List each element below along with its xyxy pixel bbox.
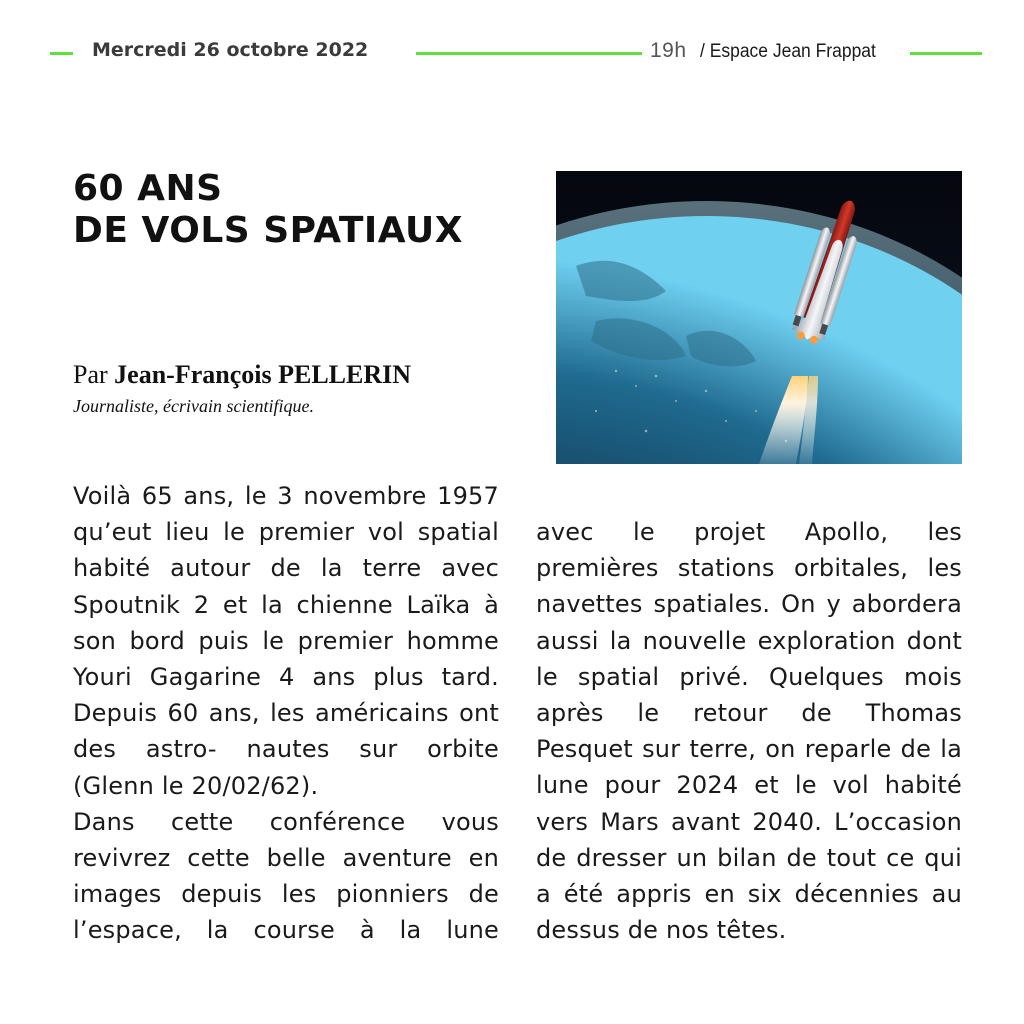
header-accent-line-middle — [416, 52, 642, 55]
author-name: Jean-François PELLERIN — [114, 360, 412, 389]
column-1-paragraph-1: Voilà 65 ans, le 3 novembre 1957 qu’eut lieu le premier vol spatial habité autour de la terre avec Spoutnik 2 et la chienne Laïka à son bord puis le premier homme Youri Gagarine 4 ans plus tard. Depuis 60 ans, les américains ont des astro- nautes sur orbite (Glenn le 20/02/62). — [73, 482, 499, 800]
article-column-2 — [536, 514, 962, 948]
event-date: Mercredi 26 octobre 2022 — [92, 39, 369, 61]
header-accent-line-left — [50, 52, 73, 55]
column-2-paragraph-1: avec le projet Apollo, les premières stations orbitales, les navettes spatiales. On y abordera aussi la nouvelle exploration dont le spatial privé. Quelques mois après le retour de Thomas Pesquet sur terre, on reparle de la lune pour 2024 et le vol habité vers Mars avant 2040. L’occasion de dresser un bilan de tout ce qui a été appris en six décennies au dessus de nos têtes. — [536, 518, 962, 945]
byline-prefix: Par — [73, 360, 115, 389]
author-byline — [73, 360, 411, 390]
event-time: 19h — [650, 39, 687, 62]
author-role: Journaliste, écrivain scientifique. — [73, 396, 314, 416]
event-header — [0, 36, 1024, 70]
title-line-2: DE VOLS SPATIAUX — [73, 210, 464, 251]
title-line-1: 60 ANS — [73, 168, 223, 209]
article-column-1 — [73, 478, 499, 949]
column-1-paragraph-2: Dans cette conférence vous revivrez cette belle aventure en images depuis les pionniers de l’espace, la course à la lune — [73, 807, 499, 945]
event-place: / Espace Jean Frappat — [700, 41, 876, 62]
article-title — [73, 168, 463, 252]
space-shuttle-image — [556, 171, 962, 464]
header-accent-line-right — [910, 52, 982, 55]
